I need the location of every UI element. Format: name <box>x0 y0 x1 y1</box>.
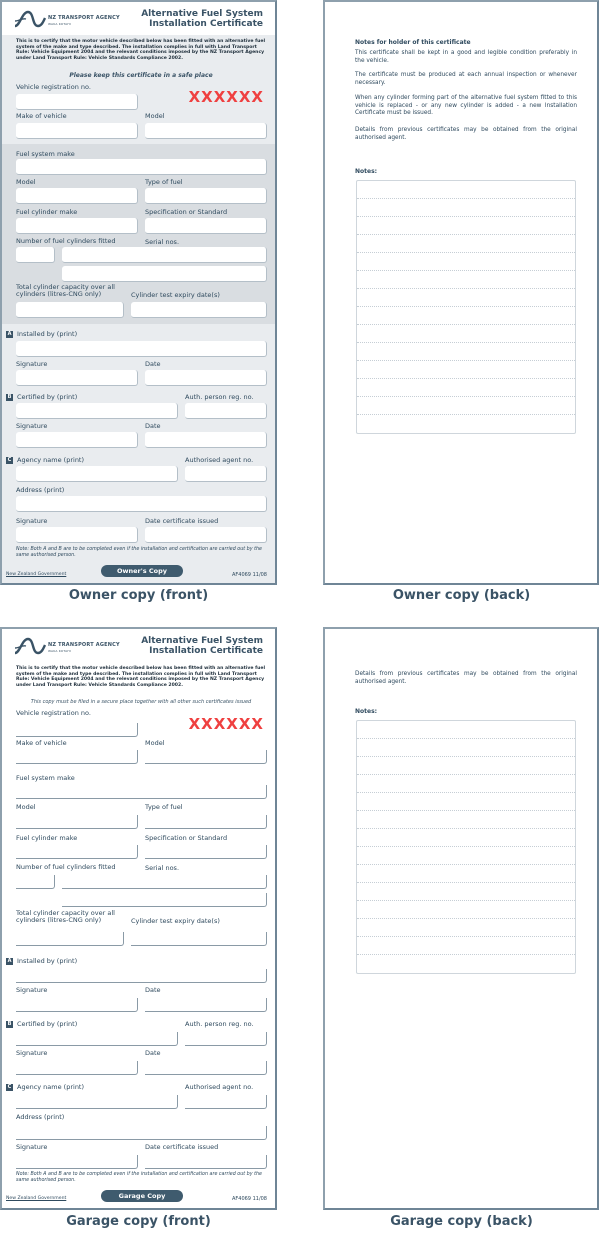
label-authorised-agent: Authorised agent no. <box>185 456 254 464</box>
serial-nos-field-2[interactable] <box>62 893 267 907</box>
certification-statement: This is to certify that the motor vehicle described below has been fitted with an alternative fuel system of the make and type described. The installation complies in full with Land Transport Rule: Vehicle Equipment 2004 and the relevant conditions imposed by the NZ Transport Agency under Land Transport Rule: Vehicle Standards Compliance 2002. <box>16 666 266 688</box>
vehicle-registration-field[interactable] <box>16 94 138 110</box>
section-b-badge: B <box>7 1021 12 1027</box>
label-certify-date: Date <box>145 1049 161 1057</box>
type-of-fuel-field[interactable] <box>145 815 267 829</box>
serial-nos-field-2[interactable] <box>62 266 267 282</box>
nz-government-logo: New Zealand Government <box>6 572 67 577</box>
owner-copy-back <box>323 0 599 585</box>
form-header <box>2 2 275 35</box>
number-of-cylinders-field[interactable] <box>16 875 55 889</box>
notes-line[interactable] <box>357 217 575 235</box>
date-issued-field[interactable] <box>145 1155 267 1169</box>
nz-government-logo: New Zealand Government <box>6 1196 67 1201</box>
notes-line[interactable] <box>357 793 575 811</box>
fuel-cylinder-make-field[interactable] <box>16 218 138 234</box>
label-certifier-signature: Signature <box>16 1049 48 1057</box>
label-date-issued: Date certificate issued <box>145 1143 219 1151</box>
note-paragraph-4: Details from previous certificates may be obtained from the original authorised agent. <box>355 127 577 141</box>
auth-person-field[interactable] <box>185 403 267 419</box>
type-of-fuel-field[interactable] <box>145 188 267 204</box>
caption-owner-front: Owner copy (front) <box>68 588 209 603</box>
section-a-badge: A <box>7 331 12 337</box>
label-date-issued: Date certificate issued <box>145 517 219 525</box>
notes-line[interactable] <box>357 379 575 397</box>
label-certified-by: Certified by (print) <box>17 393 78 401</box>
garage-copy-front <box>0 627 277 1210</box>
notes-line[interactable] <box>357 361 575 379</box>
section-b-badge: B <box>7 394 12 400</box>
notes-line[interactable] <box>357 271 575 289</box>
label-fuel-model: Model <box>16 178 36 186</box>
label-agency-name: Agency name (print) <box>17 1083 85 1091</box>
notes-line[interactable] <box>357 865 575 883</box>
label-fuel-system-make: Fuel system make <box>16 774 75 782</box>
notes-line[interactable] <box>357 721 575 739</box>
label-install-date: Date <box>145 986 161 994</box>
notes-line[interactable] <box>357 901 575 919</box>
label-total-capacity: Total cylinder capacity over all cylinders (litres-CNG only) <box>16 283 115 298</box>
notes-line[interactable] <box>357 955 575 973</box>
garage-copy-badge: Garage Copy <box>101 1190 183 1202</box>
specification-field[interactable] <box>145 218 267 234</box>
caption-owner-back: Owner copy (back) <box>392 588 531 603</box>
make-of-vehicle-field[interactable] <box>16 123 138 139</box>
notes-line[interactable] <box>357 847 575 865</box>
auth-person-field[interactable] <box>185 1032 267 1046</box>
label-installed-by: Installed by (print) <box>17 957 78 965</box>
agency-signature-field[interactable] <box>16 1155 138 1169</box>
fuel-model-field[interactable] <box>16 188 138 204</box>
authorised-agent-field[interactable] <box>185 1095 267 1109</box>
owners-copy-badge: Owner's Copy <box>101 565 183 577</box>
authorised-agent-field[interactable] <box>185 466 267 482</box>
label-cylinder-expiry: Cylinder test expiry date(s) <box>131 291 220 299</box>
notes-label: Notes: <box>355 708 378 715</box>
notes-line[interactable] <box>357 937 575 955</box>
certify-date-field[interactable] <box>145 432 267 448</box>
notes-line[interactable] <box>357 775 575 793</box>
caption-garage-front: Garage copy (front) <box>66 1214 211 1229</box>
label-agency-signature: Signature <box>16 517 48 525</box>
fuel-model-field[interactable] <box>16 815 138 829</box>
label-certified-by: Certified by (print) <box>17 1020 78 1028</box>
notes-line[interactable] <box>357 325 575 343</box>
notes-line[interactable] <box>357 343 575 361</box>
section-c-badge: C <box>7 1084 12 1090</box>
form-code: AF4069 11/08 <box>231 1196 267 1202</box>
label-fuel-system-make: Fuel system make <box>16 150 75 158</box>
notes-box[interactable] <box>356 180 576 434</box>
label-number-of-cylinders: Number of fuel cylinders fitted <box>16 863 116 871</box>
label-model: Model <box>145 739 165 747</box>
notes-heading: Notes for holder of this certificate <box>355 39 471 46</box>
label-model: Model <box>145 112 165 120</box>
label-serial-nos: Serial nos. <box>145 864 180 872</box>
notes-line[interactable] <box>357 253 575 271</box>
label-agency-name: Agency name (print) <box>17 456 85 464</box>
note-paragraph-2: The certificate must be produced at each annual inspection or whenever necessary. <box>355 72 577 86</box>
certified-by-field[interactable] <box>16 1032 178 1046</box>
vehicle-registration-field[interactable] <box>16 723 138 737</box>
label-fuel-model: Model <box>16 803 36 811</box>
form-title: Alternative Fuel System Installation Certificate <box>141 9 263 29</box>
section-a-badge: A <box>7 958 12 964</box>
filing-notice: This copy must be filed in a secure place together with all other such certificates issued <box>30 699 252 705</box>
notes-line[interactable] <box>357 739 575 757</box>
fuel-cylinder-make-field[interactable] <box>16 845 138 859</box>
section-c-badge: C <box>7 457 12 463</box>
note-paragraph-1: This certificate shall be kept in a good and legible condition preferably in the vehicle. <box>355 50 577 64</box>
label-type-of-fuel: Type of fuel <box>145 178 183 186</box>
label-vehicle-registration: Vehicle registration no. <box>16 709 91 717</box>
label-serial-nos: Serial nos. <box>145 238 180 246</box>
nzta-logo-icon <box>14 10 46 28</box>
note-paragraph-details: Details from previous certificates may be obtained from the original authorised agent. <box>355 671 577 685</box>
installer-signature-field[interactable] <box>16 370 138 386</box>
serial-nos-field-1[interactable] <box>62 247 267 263</box>
serial-nos-field-1[interactable] <box>62 875 267 889</box>
notes-line[interactable] <box>357 883 575 901</box>
certifier-signature-field[interactable] <box>16 1061 138 1075</box>
certifier-signature-field[interactable] <box>16 432 138 448</box>
total-capacity-field[interactable] <box>16 932 124 946</box>
label-auth-person: Auth. person reg. no. <box>185 393 254 401</box>
number-of-cylinders-field[interactable] <box>16 247 55 263</box>
certify-date-field[interactable] <box>145 1061 267 1075</box>
label-cylinder-expiry: Cylinder test expiry date(s) <box>131 917 220 925</box>
label-authorised-agent: Authorised agent no. <box>185 1083 254 1091</box>
installed-by-field[interactable] <box>16 969 267 983</box>
label-number-of-cylinders: Number of fuel cylinders fitted <box>16 237 116 245</box>
label-address: Address (print) <box>16 486 65 494</box>
fuel-system-make-field[interactable] <box>16 785 267 799</box>
vehicle-model-field[interactable] <box>145 123 267 139</box>
notes-line[interactable] <box>357 415 575 433</box>
label-certify-date: Date <box>145 422 161 430</box>
notes-line[interactable] <box>357 289 575 307</box>
cylinder-expiry-field[interactable] <box>131 932 267 946</box>
garage-copy-back <box>323 627 599 1210</box>
label-installer-signature: Signature <box>16 360 48 368</box>
label-type-of-fuel: Type of fuel <box>145 803 183 811</box>
agency-signature-field[interactable] <box>16 527 138 543</box>
date-issued-field[interactable] <box>145 527 267 543</box>
label-specification: Specification or Standard <box>145 208 228 216</box>
keep-notice: Please keep this certificate in a safe place <box>69 72 213 79</box>
owner-copy-front <box>0 0 277 585</box>
nzta-logo-icon <box>14 637 46 655</box>
notes-line[interactable] <box>357 235 575 253</box>
label-certifier-signature: Signature <box>16 422 48 430</box>
label-make-of-vehicle: Make of vehicle <box>16 112 67 120</box>
installer-signature-field[interactable] <box>16 998 138 1012</box>
label-total-capacity: Total cylinder capacity over all cylinders (litres-CNG only) <box>16 909 115 924</box>
agency-name: NZ TRANSPORT AGENCY WAKA KOTAHI <box>48 15 120 26</box>
notes-line[interactable] <box>357 757 575 775</box>
label-agency-signature: Signature <box>16 1143 48 1151</box>
note-paragraph-3: When any cylinder forming part of the alternative fuel system fitted to this vehicle is replaced - or any new cylinder is added - a new Installation Certificate must be issued. <box>355 95 577 116</box>
make-of-vehicle-field[interactable] <box>16 750 138 764</box>
certified-by-field[interactable] <box>16 403 178 419</box>
label-address: Address (print) <box>16 1113 65 1121</box>
label-specification: Specification or Standard <box>145 834 228 842</box>
notes-line[interactable] <box>357 307 575 325</box>
agency-name-field[interactable] <box>16 1095 178 1109</box>
label-vehicle-registration: Vehicle registration no. <box>16 83 91 91</box>
form-title: Alternative Fuel System Installation Certificate <box>141 636 263 656</box>
agency-name-field[interactable] <box>16 466 178 482</box>
specification-field[interactable] <box>145 845 267 859</box>
address-field[interactable] <box>16 496 267 512</box>
address-field[interactable] <box>16 1126 267 1140</box>
label-auth-person: Auth. person reg. no. <box>185 1020 254 1028</box>
caption-garage-back: Garage copy (back) <box>390 1214 533 1229</box>
label-fuel-cylinder-make: Fuel cylinder make <box>16 834 78 842</box>
form-code: AF4069 11/08 <box>231 572 267 578</box>
notes-box[interactable] <box>356 720 576 974</box>
notes-label: Notes: <box>355 168 378 175</box>
notes-line[interactable] <box>357 181 575 199</box>
completion-note: Note: Both A and B are to be completed even if the installation and certification are carried out by the same authorised person. <box>16 547 262 558</box>
label-install-date: Date <box>145 360 161 368</box>
install-date-field[interactable] <box>145 370 267 386</box>
fuel-system-make-field[interactable] <box>16 159 267 175</box>
certificate-serial: XXXXXX <box>188 715 264 733</box>
install-date-field[interactable] <box>145 998 267 1012</box>
label-make-of-vehicle: Make of vehicle <box>16 739 67 747</box>
cylinder-expiry-field[interactable] <box>131 302 267 318</box>
notes-line[interactable] <box>357 811 575 829</box>
total-capacity-field[interactable] <box>16 302 124 318</box>
notes-line[interactable] <box>357 919 575 937</box>
completion-note: Note: Both A and B are to be completed even if the installation and certification are carried out by the same authorised person. <box>16 1172 262 1183</box>
notes-line[interactable] <box>357 199 575 217</box>
label-fuel-cylinder-make: Fuel cylinder make <box>16 208 78 216</box>
notes-line[interactable] <box>357 397 575 415</box>
label-installer-signature: Signature <box>16 986 48 994</box>
installed-by-field[interactable] <box>16 341 267 357</box>
form-header <box>2 629 275 662</box>
label-installed-by: Installed by (print) <box>17 330 78 338</box>
vehicle-model-field[interactable] <box>145 750 267 764</box>
certificate-serial: XXXXXX <box>188 88 264 106</box>
agency-name: NZ TRANSPORT AGENCY WAKA KOTAHI <box>48 642 120 653</box>
notes-line[interactable] <box>357 829 575 847</box>
certification-statement: This is to certify that the motor vehicle described below has been fitted with an alternative fuel system of the make and type described. The installation complies in full with Land Transport Rule: Vehicle Equipment 2004 and the relevant conditions imposed by the NZ Transport Agency under Land Transport Rule: Vehicle Standards Compliance 2002. <box>16 39 266 61</box>
